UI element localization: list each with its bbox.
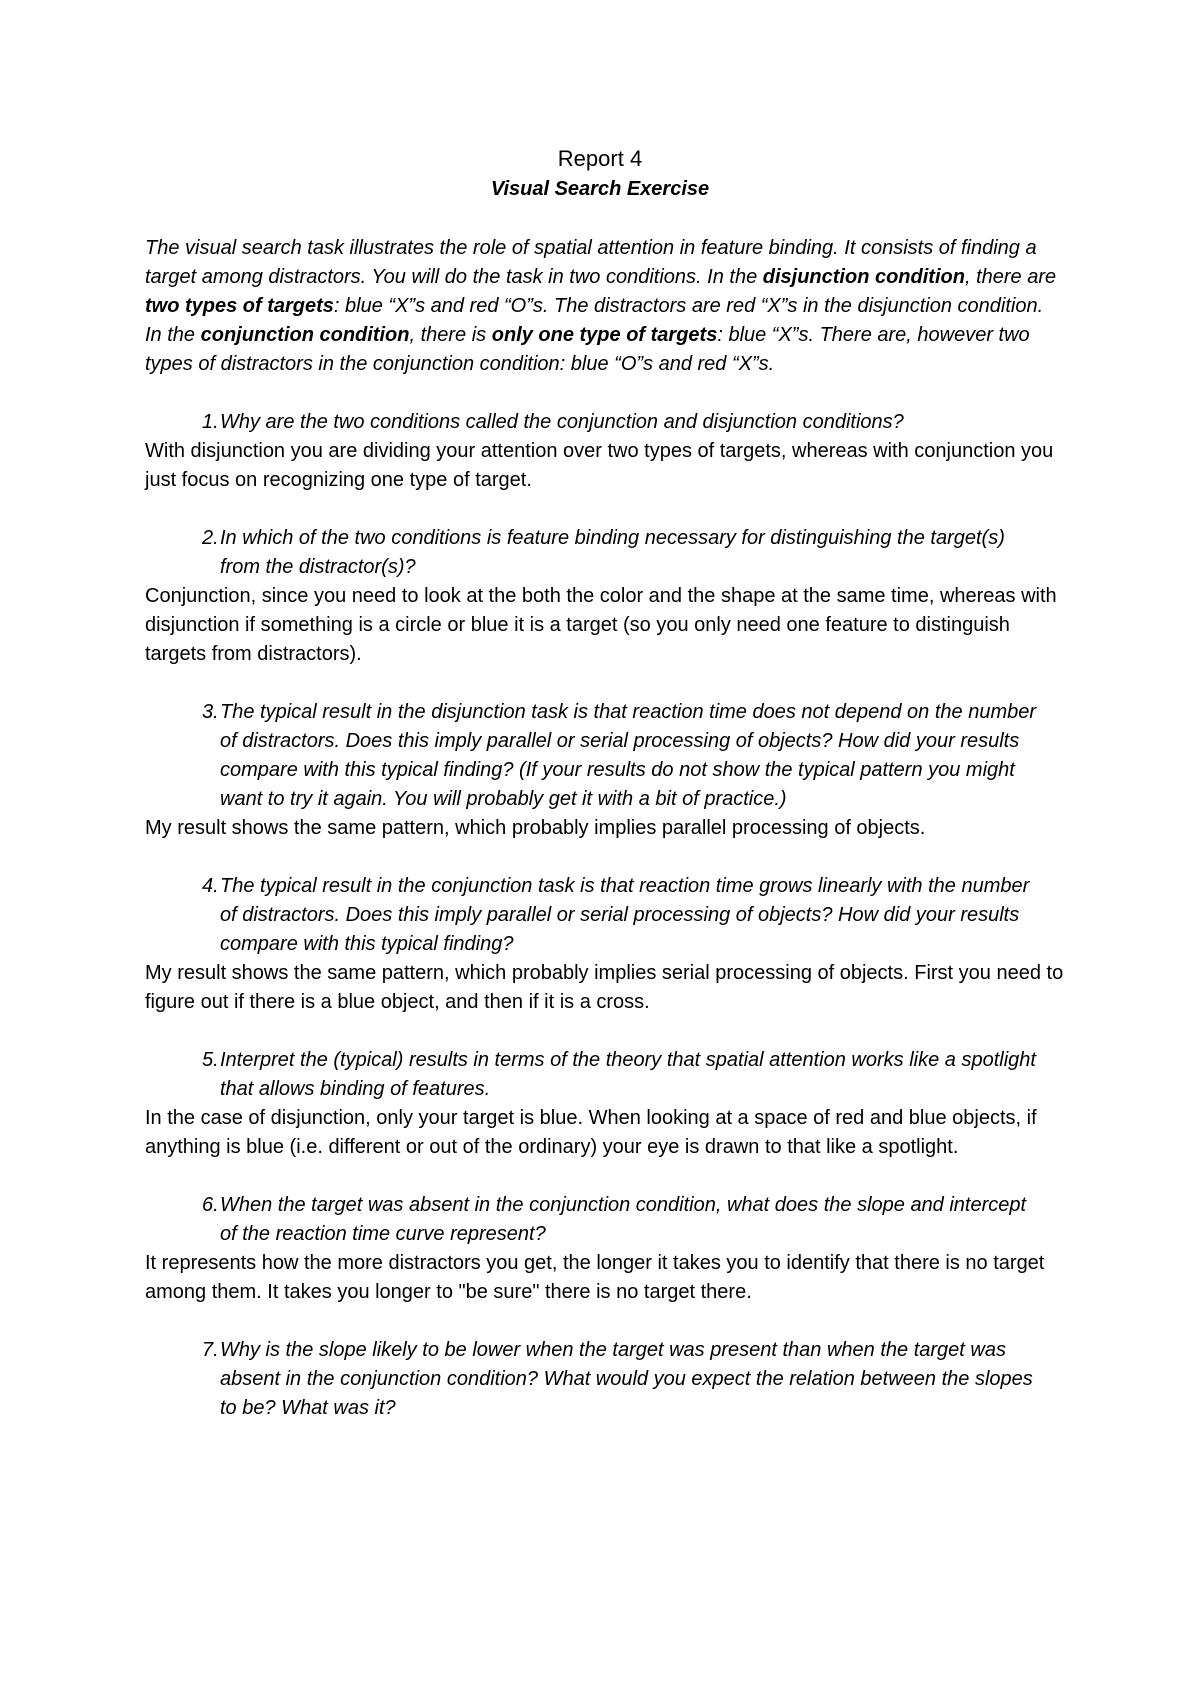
- question-4: [145, 872, 1065, 959]
- question-number: 2.: [202, 527, 219, 549]
- question-number: 7.: [202, 1339, 219, 1361]
- qa-item-1: [145, 408, 1065, 495]
- question-text: The typical result in the conjunction task is that reaction time grows linearly with the number of distractors. Does this imply parallel or serial processing of objects? How did your results compare with this typical finding?: [220, 875, 1030, 955]
- answer-2: Conjunction, since you need to look at the both the color and the shape at the same time, whereas with disjunction if something is a circle or blue it is a target (so you only need one feature to distinguish targets from distractors).: [145, 585, 1057, 665]
- question-text: Why are the two conditions called the conjunction and disjunction conditions?: [220, 411, 904, 433]
- intro-text-1: The visual search task illustrates the role of spatial attention in feature binding. It consists of finding a target among distractors. You will do the task in two conditions. In the: [145, 237, 1037, 288]
- question-1: [145, 408, 1065, 437]
- intro-text-5: : blue “X”s. There are, however two types of distractors in the conjunction condition: blue “O”s and red “X”s.: [145, 324, 1030, 375]
- question-number: 1.: [202, 411, 219, 433]
- page-subtitle: Visual Search Exercise: [490, 178, 710, 200]
- intro-text-2: , there are: [964, 266, 1057, 288]
- intro-text-3: : blue “X”s and red “O”s. The distractors are red “X”s in the disjunction condition. In the: [145, 295, 1044, 346]
- question-3: [145, 698, 1065, 814]
- answer-4: My result shows the same pattern, which probably implies serial processing of objects. First you need to figure out if there is a blue object, and then if it is a cross.: [145, 962, 1064, 1013]
- answer-3: My result shows the same pattern, which probably implies parallel processing of objects.: [145, 817, 926, 839]
- intro-bold-two-types-of-targets: two types of targets: [145, 295, 334, 317]
- question-number: 5.: [202, 1049, 219, 1071]
- question-5: [145, 1046, 1065, 1104]
- question-2: [145, 524, 1065, 582]
- answer-1: With disjunction you are dividing your attention over two types of targets, whereas with conjunction you just focus on recognizing one type of target.: [145, 440, 1054, 491]
- question-number: 6.: [202, 1194, 219, 1216]
- intro-bold-only-one-type: only one type of targets: [491, 324, 718, 346]
- qa-item-3: [145, 698, 1065, 843]
- document-body: [145, 234, 1065, 1452]
- question-6: [145, 1191, 1065, 1249]
- qa-item-2: [145, 524, 1065, 669]
- question-text: Interpret the (typical) results in terms of the theory that spatial attention works like a spotlight that allows binding of features.: [220, 1049, 1036, 1100]
- question-text: The typical result in the disjunction task is that reaction time does not depend on the number of distractors. Does this imply parallel or serial processing of objects? How did your results compare with this typical finding? (If your results do not show the typical pattern you might want to try it again. You will probably get it with a bit of practice.): [220, 701, 1037, 810]
- qa-item-6: [145, 1191, 1065, 1307]
- intro-paragraph: [145, 234, 1065, 379]
- intro-text-4: , there is: [409, 324, 492, 346]
- question-number: 3.: [202, 701, 219, 723]
- qa-item-7: [145, 1336, 1065, 1423]
- question-number: 4.: [202, 875, 219, 897]
- qa-item-5: [145, 1046, 1065, 1162]
- answer-6: It represents how the more distractors you get, the longer it takes you to identify that there is no target among them. It takes you longer to "be sure" there is no target there.: [145, 1252, 1045, 1303]
- intro-bold-disjunction-condition: disjunction condition: [762, 266, 965, 288]
- question-text: Why is the slope likely to be lower when the target was present than when the target was absent in the conjunction condition? What would you expect the relation between the slopes to be? What was it?: [220, 1339, 1033, 1419]
- intro-bold-conjunction-condition: conjunction condition: [200, 324, 410, 346]
- page-title: Report 4: [557, 146, 643, 171]
- qa-item-4: [145, 872, 1065, 1017]
- question-text: In which of the two conditions is feature binding necessary for distinguishing the target(s) from the distractor(s)?: [220, 527, 1005, 578]
- answer-5: In the case of disjunction, only your target is blue. When looking at a space of red and blue objects, if anything is blue (i.e. different or out of the ordinary) your eye is drawn to that like a spotlight.: [145, 1107, 1037, 1158]
- question-7: [145, 1336, 1065, 1423]
- question-text: When the target was absent in the conjunction condition, what does the slope and intercept of the reaction time curve represent?: [220, 1194, 1027, 1245]
